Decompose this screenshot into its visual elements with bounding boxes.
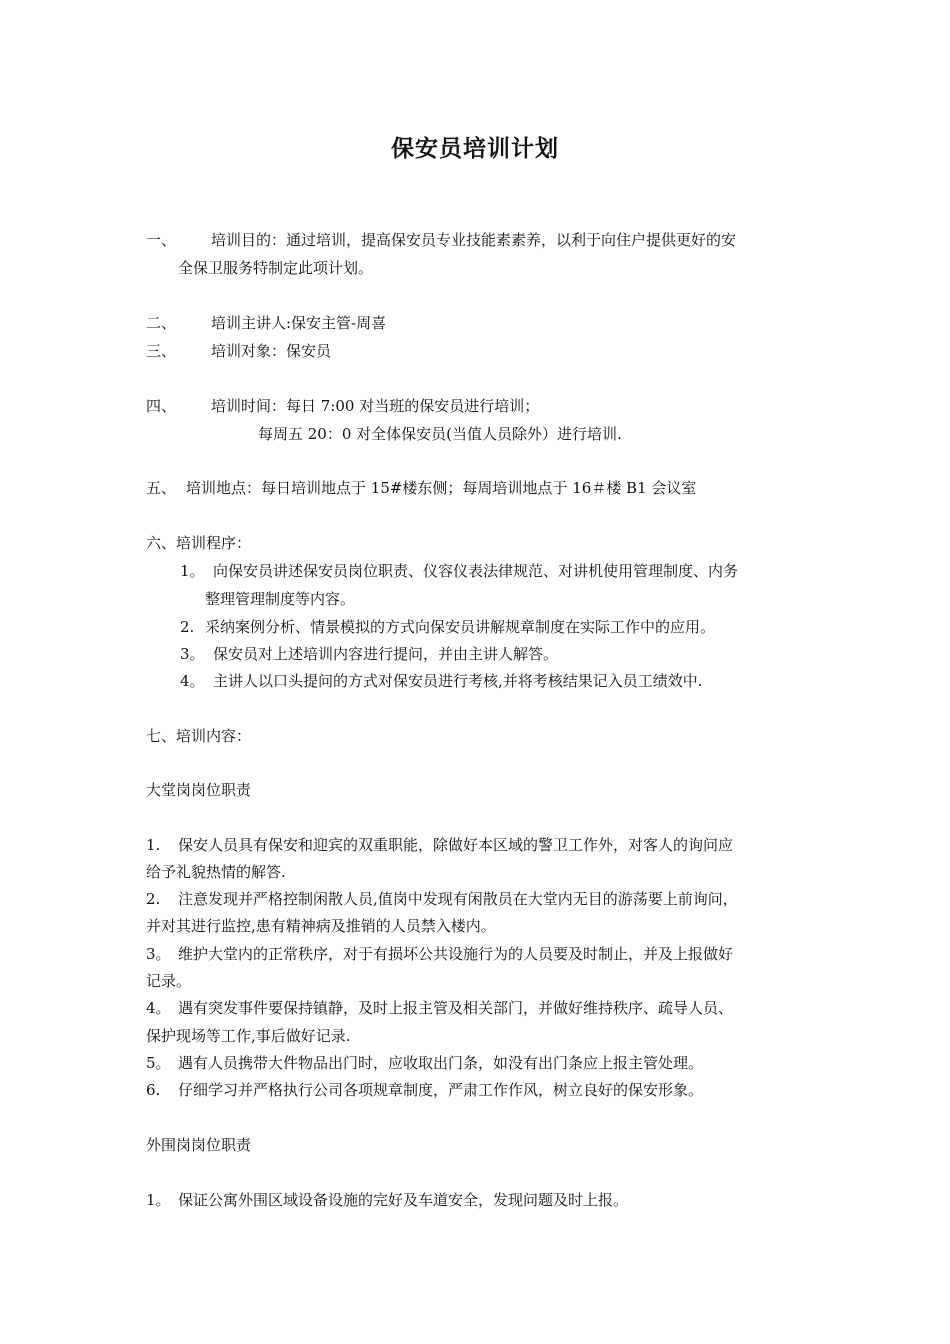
lobby-duties-heading: 大堂岗岗位职责: [146, 781, 252, 799]
procedure-item-4-line-1: 主讲人以口头提问的方式对保安员进行考核,并将考核结果记入员工绩效中.: [213, 672, 703, 690]
lobby-item-3-line-1: 维护大堂内的正常秩序，对于有损坏公共设施行为的人员要及时制止，并及上报做好: [178, 945, 734, 963]
perimeter-item-1-line-1: 保证公寓外围区域设备设施的完好及车道安全，发现问题及时上报。: [178, 1191, 629, 1209]
lobby-item-5-line-1: 遇有人员携带大件物品出门时，应收取出门条，如没有出门条应上报主管处理。: [178, 1054, 704, 1072]
section-4-line-1: 培训时间：每日 7:00 对当班的保安员进行培训；: [211, 397, 540, 415]
procedure-item-4-number: 4。: [180, 672, 205, 690]
lobby-item-3-number: 3。: [146, 945, 171, 963]
section-4-number: 四、: [146, 397, 177, 415]
section-3-number: 三、: [146, 342, 177, 360]
section-5-text: 培训地点：每日培训地点于 15#楼东侧；每周培训地点于 16＃楼 B1 会议室: [186, 479, 697, 497]
lobby-item-3-line-2: 记录。: [146, 972, 192, 990]
procedure-item-3-number: 3。: [180, 645, 205, 663]
lobby-item-6-line-1: 仔细学习并严格执行公司各项规章制度，严肃工作作风，树立良好的保安形象。: [178, 1081, 704, 1099]
section-5-number: 五、: [146, 479, 177, 497]
procedure-item-2-number: 2.: [180, 618, 195, 636]
section-7-heading: 七、培训内容：: [146, 727, 252, 745]
lobby-item-5-number: 5。: [146, 1054, 171, 1072]
lobby-item-2-line-2: 并对其进行监控,患有精神病及推销的人员禁入楼内。: [146, 917, 496, 935]
procedure-item-1-line-2: 整理管理制度等内容。: [205, 590, 356, 608]
section-4-line-2: 每周五 20：0 对全体保安员(当值人员除外）进行培训.: [258, 425, 622, 443]
document-title: 保安员培训计划: [391, 136, 559, 162]
section-2-number: 二、: [146, 314, 177, 332]
section-1-number: 一、: [146, 231, 177, 249]
lobby-item-6-number: 6.: [146, 1081, 161, 1099]
section-1-line-1: 培训目的：通过培训，提高保安员专业技能素素养，以利于向住户提供更好的安: [211, 231, 737, 249]
lobby-item-1-line-1: 保安人员具有保安和迎宾的双重职能，除做好本区域的警卫工作外，对客人的询问应: [178, 836, 734, 854]
lobby-item-2-line-1: 注意发现并严格控制闲散人员,值岗中发现有闲散员在大堂内无目的游荡要上前询问，: [178, 890, 738, 908]
section-2-text: 培训主讲人:保安主管-周喜: [211, 314, 387, 332]
lobby-item-4-line-2: 保护现场等工作,事后做好记录.: [146, 1027, 351, 1045]
lobby-item-2-number: 2.: [146, 890, 161, 908]
procedure-item-1-line-1: 向保安员讲述保安员岗位职责、仪容仪表法律规范、对讲机使用管理制度、内务: [213, 562, 739, 580]
perimeter-duties-heading: 外围岗岗位职责: [146, 1136, 252, 1154]
section-6-heading: 六、培训程序：: [146, 534, 252, 552]
section-3-text: 培训对象：保安员: [211, 342, 332, 360]
section-1-line-2: 全保卫服务特制定此项计划。: [178, 259, 374, 277]
lobby-item-4-line-1: 遇有突发事件要保持镇静，及时上报主管及相关部门，并做好维持秩序、疏导人员、: [178, 999, 734, 1017]
lobby-item-4-number: 4。: [146, 999, 171, 1017]
procedure-item-2-line-1: 采纳案例分析、情景模拟的方式向保安员讲解规章制度在实际工作中的应用。: [205, 618, 716, 636]
procedure-item-1-number: 1。: [180, 562, 205, 580]
perimeter-item-1-number: 1。: [146, 1191, 171, 1209]
procedure-item-3-line-1: 保安员对上述培训内容进行提问，并由主讲人解答。: [213, 645, 559, 663]
lobby-item-1-number: 1.: [146, 836, 161, 854]
lobby-item-1-line-2: 给予礼貌热情的解答.: [146, 863, 286, 881]
